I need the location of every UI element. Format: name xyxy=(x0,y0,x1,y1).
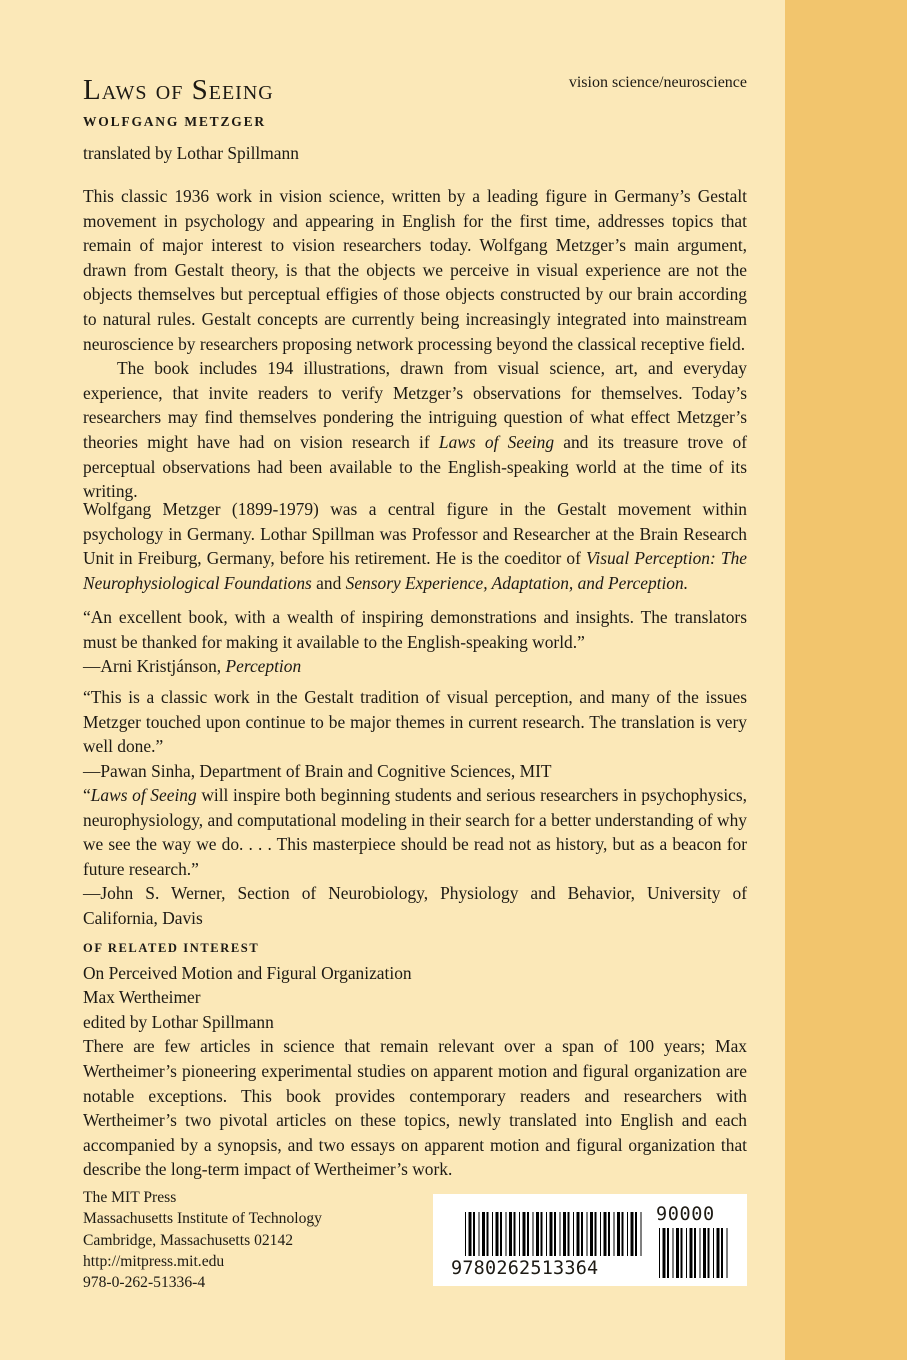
barcode-bar xyxy=(560,1212,561,1256)
barcode-bar xyxy=(617,1212,620,1256)
barcode-bar xyxy=(663,1228,666,1278)
barcode-bar xyxy=(568,1212,570,1256)
publisher-institution: Massachusetts Institute of Technology xyxy=(83,1210,322,1228)
barcode-bar xyxy=(604,1212,607,1256)
barcode-bar xyxy=(667,1228,669,1278)
barcode-bar xyxy=(690,1228,693,1278)
barcode-bar xyxy=(713,1228,714,1278)
barcode-bar xyxy=(546,1212,547,1256)
review-quote-2 xyxy=(83,685,747,783)
coedited-book-2: Sensory Experience, Adaptation, and Perception. xyxy=(345,572,689,593)
quote-attribution: —Pawan Sinha, Department of Brain and Cognitive Sciences, MIT xyxy=(83,760,552,781)
barcode-bar xyxy=(587,1212,588,1256)
barcode-bar xyxy=(622,1212,624,1256)
quote-text: “An excellent book, with a wealth of inspiring demonstrations and insights. The translators must be thanked for making it available to the English-speaking world.” xyxy=(83,607,747,652)
barcode-bar xyxy=(527,1212,529,1256)
barcode-bar xyxy=(608,1212,610,1256)
related-book-editor: edited by Lothar Spillmann xyxy=(83,1011,274,1032)
related-book-author: Max Wertheimer xyxy=(83,987,201,1008)
barcode-bar xyxy=(573,1212,574,1256)
barcode-bar xyxy=(465,1212,466,1256)
barcode-bar xyxy=(727,1228,728,1278)
related-interest-section xyxy=(83,936,747,1182)
barcode-bar xyxy=(469,1212,472,1256)
book-author: WOLFGANG METZGER xyxy=(83,114,266,129)
quote-text: “This is a classic work in the Gestalt tradition of visual perception, and many of the issues Metzger touched upon continue to be major themes in current research. The translation is very well done.” xyxy=(83,687,747,757)
barcode-bar xyxy=(554,1212,556,1256)
barcode-bar xyxy=(500,1212,502,1256)
barcode-bar xyxy=(631,1212,634,1256)
barcode-bar xyxy=(482,1212,485,1256)
related-heading: OF RELATED INTEREST xyxy=(83,941,260,955)
subject-category: vision science/neuroscience xyxy=(568,74,747,91)
barcode-bar xyxy=(577,1212,580,1256)
review-quote-1 xyxy=(83,605,747,679)
barcode-bar xyxy=(581,1212,583,1256)
barcode-bar xyxy=(473,1212,475,1256)
barcode-bar xyxy=(514,1212,516,1256)
barcode-addon-digits: 90000 xyxy=(656,1204,715,1225)
barcode-bar xyxy=(676,1228,679,1278)
barcode-bar xyxy=(506,1212,507,1256)
barcode-bar xyxy=(635,1212,637,1256)
publisher-info xyxy=(83,1187,322,1293)
barcode-bar xyxy=(700,1228,701,1278)
isbn-barcode xyxy=(433,1194,747,1286)
publisher-address: Cambridge, Massachusetts 02142 xyxy=(83,1231,294,1249)
author-bio: Wolfgang Metzger (1899-1979) was a central figure in the Gestalt movement within psychology in Germany. Lothar Spillman was Professor and Researcher at the Brain Research Unit in Freiburg, Germany, before his retirement. He is the coeditor of Visual Perception: The Neurophysiological Foundations and Sensory Experience, Adaptation, and Perception. xyxy=(83,499,747,593)
barcode-bar xyxy=(681,1228,683,1278)
barcode-bar xyxy=(694,1228,696,1278)
book-spine-edge xyxy=(785,0,907,1360)
barcode-bar xyxy=(721,1228,723,1278)
book-title: Laws of Seeing xyxy=(83,74,274,106)
barcode-bar xyxy=(641,1212,642,1256)
barcode-bar xyxy=(686,1228,687,1278)
barcode-bar xyxy=(595,1212,597,1256)
book-translator: translated by Lothar Spillmann xyxy=(83,143,299,163)
quote-attribution: —Arni Kristjánson, Perception xyxy=(83,656,302,677)
barcode-bar xyxy=(536,1212,539,1256)
barcode-bar xyxy=(541,1212,543,1256)
coedited-book-1: Visual Perception: The Neurophysiological Foundations xyxy=(83,548,747,593)
barcode-bar xyxy=(533,1212,534,1256)
barcode-bar xyxy=(614,1212,615,1256)
barcode-bar xyxy=(550,1212,553,1256)
barcode-bar xyxy=(479,1212,480,1256)
barcode-bar xyxy=(627,1212,628,1256)
book-title-inline: Laws of Seeing xyxy=(438,431,555,452)
barcode-bar xyxy=(509,1212,512,1256)
barcode-bar xyxy=(659,1228,660,1278)
description-paragraph-1: This classic 1936 work in vision science, written by a leading figure in Germany’s Gestalt movement in psychology and appearing in English for the first time, addresses topics that remain of major interest to vision researchers today. Wolfgang Metzger’s main argument, drawn from Gestalt theory, is that the objects we perceive in visual experience are not the objects themselves but perceptual effigies of those objects constructed by our brain according to natural rules. Gestalt concepts are currently being increasingly integrated into mainstream neuroscience by researchers proposing network processing beyond the classical receptive field. xyxy=(83,186,747,354)
barcode-bar xyxy=(673,1228,674,1278)
publisher-url: http://mitpress.mit.edu xyxy=(83,1252,225,1270)
description-paragraph-2: The book includes 194 illustrations, drawn from visual science, art, and everyday experience, that invite readers to verify Metzger’s observations for themselves. Today’s researchers may find themselves pondering the intriguing question of what effect Metzger’s theories might have had on vision research if Laws of Seeing and its treasure trove of perceptual observations had been available to the English-speaking world at the time of its writing. xyxy=(83,358,747,502)
barcode-bar xyxy=(703,1228,706,1278)
barcode-bar xyxy=(487,1212,489,1256)
barcode-bar xyxy=(590,1212,593,1256)
quote-attribution: —John S. Werner, Section of Neurobiology, Physiology and Behavior, University of California, Davis xyxy=(83,883,747,928)
barcode-bar xyxy=(523,1212,526,1256)
barcode-bar xyxy=(492,1212,493,1256)
barcode-bar xyxy=(717,1228,720,1278)
related-book-title: On Perceived Motion and Figural Organization xyxy=(83,962,412,983)
barcode-bar xyxy=(496,1212,499,1256)
barcode-bar xyxy=(708,1228,710,1278)
publisher-name: The MIT Press xyxy=(83,1189,177,1206)
barcode-bar xyxy=(519,1212,520,1256)
barcode-bar xyxy=(600,1212,601,1256)
isbn: 978-0-262-51336-4 xyxy=(83,1274,206,1292)
barcode-digits: 9780262513364 xyxy=(451,1258,599,1279)
barcode-bar xyxy=(563,1212,566,1256)
related-book-description: There are few articles in science that remain relevant over a span of 100 years; Max Wertheimer’s pioneering experimental studies on apparent motion and figural organization are notable exceptions. This book provides contemporary readers and researchers with Wertheimer’s two pivotal articles on these topics, newly translated into English and each accompanied by a synopsis, and two essays on apparent motion and figural organization that describe the long-term impact of Wertheimer’s work. xyxy=(83,1036,747,1180)
description-section xyxy=(83,184,747,504)
review-quote-3 xyxy=(83,783,747,931)
quote-text: “Laws of Seeing will inspire both beginning students and serious researchers in psychophysics, neurophysiology, and computational modeling in their search for a better understanding of why we see the way we do. . . . This masterpiece should be read not as history, but as a beacon for future research.” xyxy=(83,785,747,879)
